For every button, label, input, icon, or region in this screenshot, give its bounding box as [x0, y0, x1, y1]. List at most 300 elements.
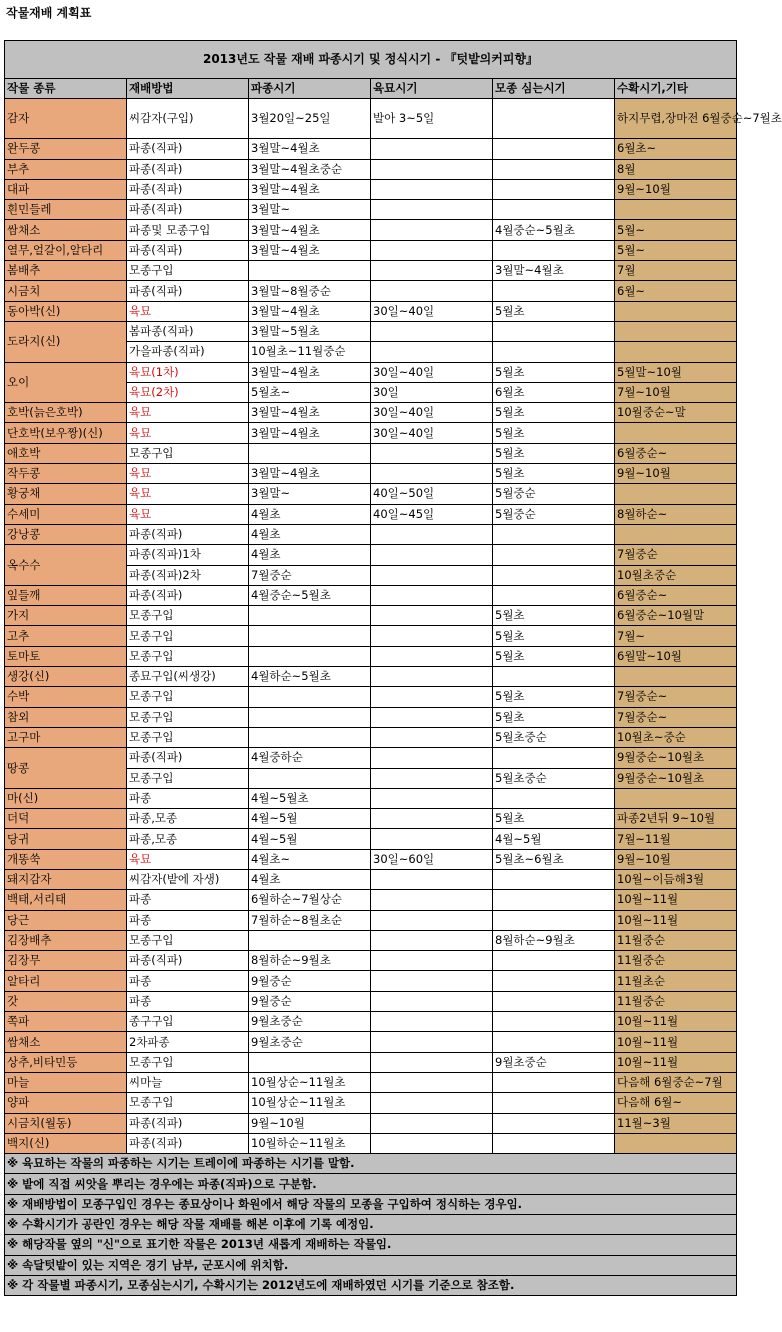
table-row — [5, 788, 737, 808]
table-row — [5, 1012, 737, 1032]
nursery-cell: 40일~45일 — [371, 504, 493, 524]
table-row — [5, 139, 737, 159]
plant-cell — [493, 1093, 615, 1113]
nursery-cell — [371, 707, 493, 727]
nursery-cell — [371, 667, 493, 687]
plant-cell — [493, 971, 615, 991]
crop-name-cell: 가지 — [5, 606, 127, 626]
sow-cell: 4월중순~5월초 — [249, 585, 371, 605]
sow-cell: 4월~5월초 — [249, 788, 371, 808]
harvest-cell — [615, 484, 737, 504]
plant-cell: 5월중순 — [493, 504, 615, 524]
sow-cell: 4월~5월 — [249, 809, 371, 829]
harvest-cell — [615, 301, 737, 321]
note-row — [5, 1154, 737, 1174]
plant-cell — [493, 524, 615, 544]
crop-name-cell: 오이 — [5, 362, 127, 403]
method-cell: 모종구입 — [127, 687, 249, 707]
crop-name-cell: 양파 — [5, 1093, 127, 1113]
method-cell: 파종(직파) — [127, 159, 249, 179]
method-cell: 파종 — [127, 971, 249, 991]
note-row — [5, 1255, 737, 1275]
sow-cell: 4월중하순 — [249, 748, 371, 768]
method-cell: 파종 — [127, 991, 249, 1011]
crop-plan-table — [4, 40, 782, 1296]
sow-cell: 7월하순~8월초순 — [249, 910, 371, 930]
method-cell: 육묘 — [127, 484, 249, 504]
crop-name-cell: 단호박(보우짱)(신) — [5, 423, 127, 443]
harvest-cell: 10월~11월 — [615, 890, 737, 910]
plant-cell — [493, 281, 615, 301]
method-cell: 모종구입 — [127, 1093, 249, 1113]
crop-name-cell: 작두콩 — [5, 464, 127, 484]
method-cell: 파종(직파) — [127, 139, 249, 159]
harvest-cell — [615, 1133, 737, 1153]
harvest-cell: 6월~ — [615, 281, 737, 301]
method-cell: 모종구입 — [127, 727, 249, 747]
table-row — [5, 930, 737, 950]
plant-cell — [493, 1133, 615, 1153]
header-nursery: 육묘시기 — [371, 79, 493, 99]
sow-cell — [249, 687, 371, 707]
crop-name-cell: 고구마 — [5, 727, 127, 747]
harvest-cell: 5월말~10월 — [615, 362, 737, 382]
harvest-cell — [615, 200, 737, 220]
method-cell: 봄파종(직파) — [127, 321, 249, 341]
sow-cell — [249, 646, 371, 666]
crop-name-cell: 쪽파 — [5, 1012, 127, 1032]
sow-cell: 3월말~ — [249, 200, 371, 220]
nursery-cell — [371, 626, 493, 646]
sow-cell — [249, 626, 371, 646]
harvest-cell: 10월초~중순 — [615, 727, 737, 747]
nursery-cell — [371, 261, 493, 281]
note-row — [5, 1275, 737, 1295]
plant-cell — [493, 1032, 615, 1052]
table-row — [5, 809, 737, 829]
sow-cell — [249, 727, 371, 747]
method-cell: 파종(직파) — [127, 748, 249, 768]
sow-cell — [249, 261, 371, 281]
crop-name-cell: 감자 — [5, 99, 127, 139]
nursery-cell: 30일~40일 — [371, 423, 493, 443]
plant-cell: 5월초 — [493, 423, 615, 443]
note-row — [5, 1235, 737, 1255]
harvest-cell: 9월중순~10월초 — [615, 748, 737, 768]
nursery-cell — [371, 545, 493, 565]
method-cell: 파종 — [127, 890, 249, 910]
nursery-cell: 발아 3~5일 — [371, 99, 493, 139]
table-row — [5, 991, 737, 1011]
table-row — [5, 687, 737, 707]
harvest-cell: 10월~11월 — [615, 1052, 737, 1072]
crop-name-cell: 완두콩 — [5, 139, 127, 159]
harvest-cell: 5월~ — [615, 220, 737, 240]
plant-cell — [493, 139, 615, 159]
table-row — [5, 504, 737, 524]
table-row — [5, 1052, 737, 1072]
crop-name-cell: 수세미 — [5, 504, 127, 524]
sow-cell: 9월초중순 — [249, 1012, 371, 1032]
method-cell: 파종(직파) — [127, 200, 249, 220]
crop-name-cell: 쌈채소 — [5, 220, 127, 240]
method-cell: 모종구입 — [127, 443, 249, 463]
method-cell: 파종,모종 — [127, 829, 249, 849]
table-row — [5, 626, 737, 646]
nursery-cell — [371, 565, 493, 585]
sow-cell: 9월중순 — [249, 991, 371, 1011]
table-row — [5, 971, 737, 991]
method-cell: 파종(직파)2차 — [127, 565, 249, 585]
harvest-cell: 다음해 6월중순~7월 — [615, 1072, 737, 1092]
nursery-cell — [371, 971, 493, 991]
crop-name-cell: 토마토 — [5, 646, 127, 666]
table-row — [5, 585, 737, 605]
harvest-cell: 11월중순 — [615, 951, 737, 971]
nursery-cell — [371, 991, 493, 1011]
table-row — [5, 667, 737, 687]
plant-cell: 5월초 — [493, 646, 615, 666]
sow-cell — [249, 707, 371, 727]
method-cell: 씨마늘 — [127, 1072, 249, 1092]
crop-name-cell: 봄배추 — [5, 261, 127, 281]
plant-cell — [493, 200, 615, 220]
nursery-cell — [371, 687, 493, 707]
header-crop: 작물 종류 — [5, 79, 127, 99]
plant-cell: 5월초 — [493, 626, 615, 646]
crop-name-cell: 땅콩 — [5, 748, 127, 789]
note-text: ※ 속달텃밭이 있는 지역은 경기 남부, 군포시에 위치함. — [5, 1255, 737, 1275]
table-row — [5, 99, 737, 139]
plant-cell: 5월초 — [493, 362, 615, 382]
plant-cell: 5월초 — [493, 443, 615, 463]
nursery-cell — [371, 159, 493, 179]
plant-cell: 5월초중순 — [493, 727, 615, 747]
method-cell: 파종,모종 — [127, 809, 249, 829]
harvest-cell: 파종2년뒤 9~10월 — [615, 809, 737, 829]
method-cell: 육묘(2차) — [127, 382, 249, 402]
nursery-cell — [371, 200, 493, 220]
crop-name-cell: 알타리 — [5, 971, 127, 991]
note-row — [5, 1174, 737, 1194]
plant-cell — [493, 99, 615, 139]
nursery-cell: 40일~50일 — [371, 484, 493, 504]
crop-name-cell: 고추 — [5, 626, 127, 646]
harvest-cell: 7월~10월 — [615, 382, 737, 402]
harvest-cell: 7월~11월 — [615, 829, 737, 849]
plant-cell — [493, 910, 615, 930]
method-cell: 파종(직파) — [127, 1113, 249, 1133]
crop-name-cell: 백지(신) — [5, 1133, 127, 1153]
sow-cell: 10월하순~11월초 — [249, 1133, 371, 1153]
method-cell: 씨감자(구입) — [127, 99, 249, 139]
nursery-cell — [371, 829, 493, 849]
plant-cell — [493, 179, 615, 199]
crop-name-cell: 열무,얼갈이,알타리 — [5, 240, 127, 260]
nursery-cell — [371, 464, 493, 484]
table-row — [5, 646, 737, 666]
crop-name-cell: 대파 — [5, 179, 127, 199]
plant-cell — [493, 667, 615, 687]
sow-cell: 3월말~4월초 — [249, 423, 371, 443]
nursery-cell — [371, 869, 493, 889]
table-row — [5, 910, 737, 930]
plant-cell: 9월초중순 — [493, 1052, 615, 1072]
page-title: 작물재배 계획표 — [6, 6, 92, 20]
sow-cell: 10월초~11월중순 — [249, 342, 371, 362]
crop-name-cell: 당근 — [5, 910, 127, 930]
nursery-cell — [371, 727, 493, 747]
plant-cell: 4월중순~5월초 — [493, 220, 615, 240]
method-cell: 파종(직파)1차 — [127, 545, 249, 565]
nursery-cell — [371, 788, 493, 808]
plant-cell: 8월하순~9월초 — [493, 930, 615, 950]
nursery-cell — [371, 220, 493, 240]
sow-cell: 8월하순~9월초 — [249, 951, 371, 971]
nursery-cell: 30일~40일 — [371, 403, 493, 423]
nursery-cell — [371, 179, 493, 199]
table-row — [5, 423, 737, 443]
sow-cell — [249, 768, 371, 788]
plant-cell — [493, 321, 615, 341]
method-cell: 씨감자(밭에 자생) — [127, 869, 249, 889]
method-cell: 2차파종 — [127, 1032, 249, 1052]
table-row — [5, 1032, 737, 1052]
crop-name-cell: 상추,비타민등 — [5, 1052, 127, 1072]
nursery-cell: 30일~60일 — [371, 849, 493, 869]
harvest-cell: 10월중순~말 — [615, 403, 737, 423]
nursery-cell — [371, 443, 493, 463]
method-cell: 파종(직파) — [127, 240, 249, 260]
nursery-cell — [371, 606, 493, 626]
sow-cell — [249, 1052, 371, 1072]
method-cell: 육묘 — [127, 504, 249, 524]
harvest-cell: 10월~11월 — [615, 1032, 737, 1052]
table-row — [5, 220, 737, 240]
method-cell: 파종(직파) — [127, 951, 249, 971]
nursery-cell — [371, 951, 493, 971]
sow-cell: 10월상순~11월초 — [249, 1093, 371, 1113]
plant-cell — [493, 545, 615, 565]
crop-name-cell: 쌈채소 — [5, 1032, 127, 1052]
sow-cell: 4월초 — [249, 524, 371, 544]
sow-cell: 3월말~5월초 — [249, 321, 371, 341]
sow-cell: 6월하순~7월상순 — [249, 890, 371, 910]
harvest-cell: 9월~10월 — [615, 179, 737, 199]
crop-name-cell: 참외 — [5, 707, 127, 727]
table-row — [5, 484, 737, 504]
harvest-cell: 5월~ — [615, 240, 737, 260]
plant-cell: 4월~5월 — [493, 829, 615, 849]
sow-cell: 4월초 — [249, 504, 371, 524]
table-row — [5, 1093, 737, 1113]
harvest-cell: 9월중순~10월초 — [615, 768, 737, 788]
plant-cell — [493, 1012, 615, 1032]
table-row — [5, 464, 737, 484]
method-cell: 파종 — [127, 788, 249, 808]
plant-cell — [493, 1072, 615, 1092]
harvest-cell: 6월중순~ — [615, 443, 737, 463]
sow-cell: 4월초 — [249, 869, 371, 889]
sow-cell: 3월말~8월중순 — [249, 281, 371, 301]
nursery-cell: 30일~40일 — [371, 301, 493, 321]
nursery-cell — [371, 321, 493, 341]
harvest-cell: 10월~11월 — [615, 1012, 737, 1032]
crop-name-cell: 수박 — [5, 687, 127, 707]
crop-name-cell: 김장무 — [5, 951, 127, 971]
sow-cell: 3월말~4월초중순 — [249, 159, 371, 179]
sow-cell: 9월중순 — [249, 971, 371, 991]
sow-cell — [249, 930, 371, 950]
sow-cell: 3월말~4월초 — [249, 139, 371, 159]
method-cell: 파종(직파) — [127, 524, 249, 544]
crop-name-cell: 더덕 — [5, 809, 127, 829]
harvest-cell: 하지무렵,장마전 6월중순~7월초 — [615, 99, 737, 139]
nursery-cell: 30일 — [371, 382, 493, 402]
nursery-cell — [371, 1113, 493, 1133]
crop-name-cell: 옥수수 — [5, 545, 127, 586]
nursery-cell — [371, 768, 493, 788]
table-row — [5, 545, 737, 565]
note-text: ※ 육묘하는 작물의 파종하는 시기는 트레이에 파종하는 시기를 말함. — [5, 1154, 737, 1174]
crop-name-cell: 백태,서리태 — [5, 890, 127, 910]
plant-cell: 5월초 — [493, 809, 615, 829]
harvest-cell: 6월중순~10월말 — [615, 606, 737, 626]
plant-cell — [493, 240, 615, 260]
method-cell: 파종 — [127, 910, 249, 930]
nursery-cell — [371, 281, 493, 301]
method-cell: 모종구입 — [127, 261, 249, 281]
plant-cell: 6월초 — [493, 382, 615, 402]
method-cell: 모종구입 — [127, 646, 249, 666]
header-harvest: 수확시기,기타 — [615, 79, 737, 99]
method-cell: 육묘 — [127, 403, 249, 423]
method-cell: 모종구입 — [127, 1052, 249, 1072]
crop-name-cell: 애호박 — [5, 443, 127, 463]
table-row — [5, 281, 737, 301]
sow-cell: 9월~10월 — [249, 1113, 371, 1133]
harvest-cell: 8월 — [615, 159, 737, 179]
plant-cell — [493, 788, 615, 808]
harvest-cell: 10월~이듬해3월 — [615, 869, 737, 889]
crop-name-cell: 생강(신) — [5, 667, 127, 687]
nursery-cell — [371, 748, 493, 768]
table-row — [5, 321, 737, 341]
method-cell: 파종(직파) — [127, 179, 249, 199]
plant-cell — [493, 951, 615, 971]
header-sow: 파종시기 — [249, 79, 371, 99]
sow-cell: 3월말~4월초 — [249, 240, 371, 260]
plant-cell: 5월초 — [493, 707, 615, 727]
header-row — [5, 79, 737, 99]
harvest-cell — [615, 788, 737, 808]
table-row — [5, 1133, 737, 1153]
harvest-cell: 6월말~10월 — [615, 646, 737, 666]
nursery-cell — [371, 1133, 493, 1153]
note-row — [5, 1215, 737, 1235]
sow-cell: 3월말~4월초 — [249, 301, 371, 321]
nursery-cell — [371, 1032, 493, 1052]
sow-cell: 3월말~4월초 — [249, 179, 371, 199]
crop-name-cell: 황궁채 — [5, 484, 127, 504]
table-row — [5, 951, 737, 971]
harvest-cell: 10월~11월 — [615, 910, 737, 930]
harvest-cell — [615, 342, 737, 362]
method-cell: 육묘 — [127, 464, 249, 484]
harvest-cell: 7월중순~ — [615, 687, 737, 707]
sow-cell: 10월상순~11월초 — [249, 1072, 371, 1092]
nursery-cell — [371, 1072, 493, 1092]
nursery-cell — [371, 890, 493, 910]
plant-cell — [493, 869, 615, 889]
table-row — [5, 159, 737, 179]
nursery-cell — [371, 646, 493, 666]
harvest-cell: 다음해 6월~ — [615, 1093, 737, 1113]
sow-cell: 3월말~4월초 — [249, 220, 371, 240]
sow-cell: 3월말~ — [249, 484, 371, 504]
table-row — [5, 606, 737, 626]
sow-cell: 4월하순~5월초 — [249, 667, 371, 687]
note-text: ※ 각 작물별 파종시기, 모종심는시기, 수확시기는 2012년도에 재배하였던 시기를 기준으로 참조함. — [5, 1275, 737, 1295]
harvest-cell: 7월중순~ — [615, 707, 737, 727]
harvest-cell — [615, 667, 737, 687]
plant-cell: 5월초 — [493, 301, 615, 321]
plant-cell — [493, 159, 615, 179]
nursery-cell — [371, 910, 493, 930]
method-cell: 육묘 — [127, 423, 249, 443]
sow-cell: 4월초~ — [249, 849, 371, 869]
sow-cell: 4월~5월 — [249, 829, 371, 849]
harvest-cell: 7월 — [615, 261, 737, 281]
plant-cell: 5월중순 — [493, 484, 615, 504]
plant-cell — [493, 890, 615, 910]
table-row — [5, 849, 737, 869]
nursery-cell — [371, 342, 493, 362]
crop-name-cell: 갓 — [5, 991, 127, 1011]
nursery-cell — [371, 139, 493, 159]
sow-cell: 9월초중순 — [249, 1032, 371, 1052]
crop-name-cell: 김장배추 — [5, 930, 127, 950]
crop-name-cell: 흰민들레 — [5, 200, 127, 220]
nursery-cell — [371, 240, 493, 260]
note-row — [5, 1194, 737, 1214]
nursery-cell: 30일~40일 — [371, 362, 493, 382]
crop-name-cell: 강낭콩 — [5, 524, 127, 544]
crop-name-cell: 시금치 — [5, 281, 127, 301]
table-row — [5, 829, 737, 849]
harvest-cell: 6월중순~ — [615, 585, 737, 605]
nursery-cell — [371, 524, 493, 544]
note-text: ※ 수확시기가 공란인 경우는 해당 작물 재배를 해본 이후에 기록 예정임. — [5, 1215, 737, 1235]
crop-name-cell: 마늘 — [5, 1072, 127, 1092]
method-cell: 육묘 — [127, 301, 249, 321]
table-row — [5, 240, 737, 260]
note-text: ※ 밭에 직접 씨앗을 뿌리는 경우에는 파종(직파)으로 구분함. — [5, 1174, 737, 1194]
harvest-cell: 9월~10월 — [615, 464, 737, 484]
note-text: ※ 재배방법이 모종구입인 경우는 종묘상이나 화원에서 해당 작물의 모종을 구입하여 정식하는 경우임. — [5, 1194, 737, 1214]
crop-name-cell: 잎들깨 — [5, 585, 127, 605]
method-cell: 종구구입 — [127, 1012, 249, 1032]
crop-name-cell: 마(신) — [5, 788, 127, 808]
sow-cell: 3월말~4월초 — [249, 362, 371, 382]
crop-name-cell: 호박(늙은호박) — [5, 403, 127, 423]
plant-cell: 5월초 — [493, 687, 615, 707]
crop-name-cell: 동아박(신) — [5, 301, 127, 321]
nursery-cell — [371, 1012, 493, 1032]
method-cell: 종묘구입(씨생강) — [127, 667, 249, 687]
harvest-cell — [615, 321, 737, 341]
method-cell: 모종구입 — [127, 606, 249, 626]
